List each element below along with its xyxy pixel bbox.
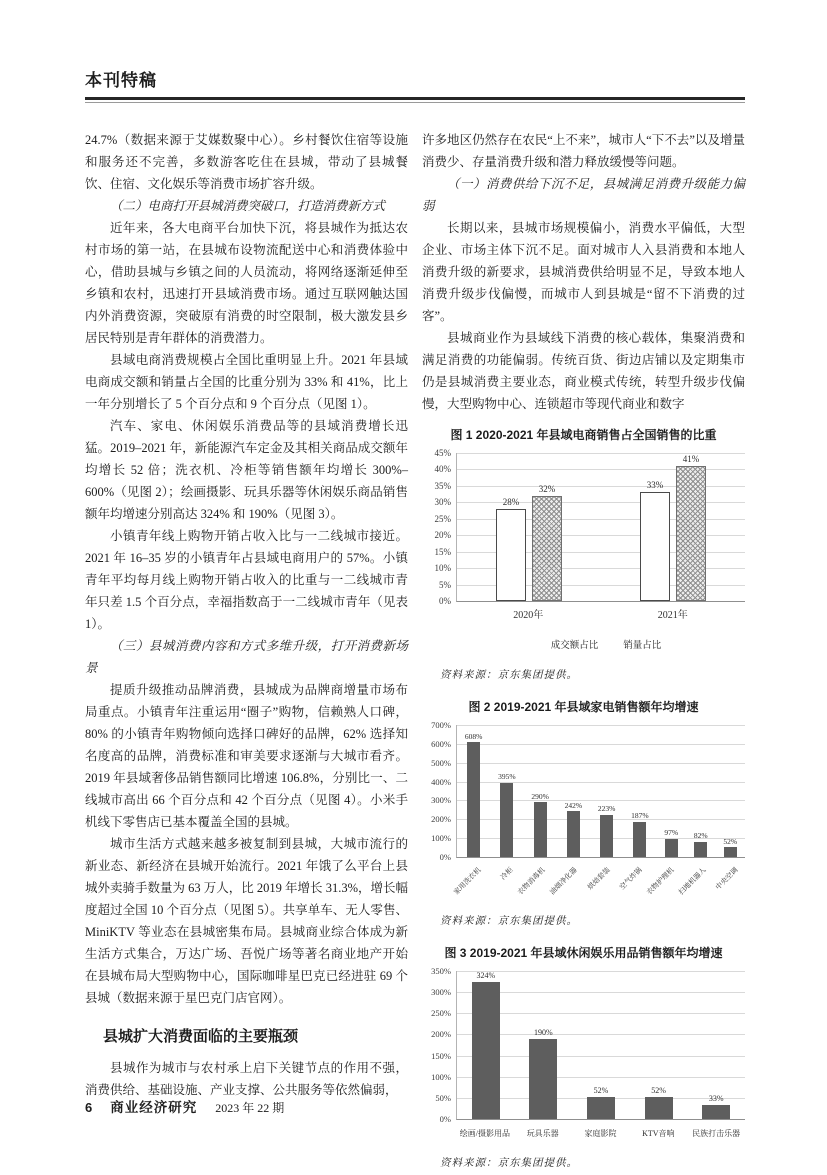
two-column-layout [85, 129, 745, 1175]
bar [645, 1097, 673, 1119]
issue-label: 2023 年 22 期 [215, 1101, 285, 1115]
bar-column [694, 725, 708, 857]
x-axis-label: 家用洗衣机 [452, 865, 483, 897]
paragraph: 提质升级推动品牌消费，县城成为品牌商增量市场布局重点。小镇青年注重运用“圈子”购物，信赖熟人口碑，80% 的小镇青年购物倾向选择口碑好的品牌，62% 选择知名度高的品牌，消费标准和审美要求逐渐与大城市看齐。2019 年县域奢侈品销售额同比增速 106.8%，分别比一、二线城市高出 66 个百分点和 42 个百分点（见图 4）。小米手机线下零售店已基本覆盖全国的县城。 [85, 683, 408, 829]
bar [600, 815, 613, 857]
y-tick-label: 300% [431, 987, 451, 998]
paragraph: 24.7%（数据来源于艾媒数聚中心）。乡村餐饮住宿等设施和服务还不完善，多数游客吃住在县城，带动了县城餐饮、住宿、文化娱乐等消费市场扩容升级。 [85, 133, 408, 191]
bar-column [645, 971, 673, 1119]
x-axis-label: 衣物消毒机 [516, 865, 547, 897]
x-axis-label: 中央空调 [714, 865, 740, 892]
y-tick-label: 200% [431, 814, 451, 825]
subheading: （二）电商打开县城消费突破口，打造消费新方式 [110, 199, 386, 213]
bar-column [472, 971, 500, 1119]
y-tick-label: 0% [439, 596, 451, 606]
y-tick-label: 50% [435, 1092, 451, 1103]
y-tick-label: 40% [434, 464, 451, 475]
paragraph: 县域电商消费规模占全国比重明显上升。2021 年县域电商成交额和销量占全国的比重分别为 33% 和 41%，比上一年分别增长了 5 个百分点和 9 个百分点（见图 1）。 [85, 353, 408, 411]
x-axis-label: 冷柜 [499, 865, 515, 882]
paragraph: 许多地区仍然存在农民“上不来”，城市人“下不去”以及增量消费少、存量消费升级和潜力释放缓慢等问题。 [422, 133, 745, 169]
bar-value-label: 190% [534, 1027, 553, 1037]
section-heading: 县城扩大消费面临的主要瓶颈 [103, 1028, 299, 1045]
plot-column [456, 971, 745, 1145]
x-axis-label: 民族打击乐器 [692, 1129, 741, 1138]
bar-value-label: 608% [464, 731, 483, 741]
bar [567, 811, 580, 857]
figure-2-chart [422, 720, 745, 903]
bar-value-label: 32% [538, 483, 556, 494]
bar-group [640, 453, 706, 601]
plot-column [456, 453, 745, 657]
bar-column [498, 725, 516, 857]
y-tick-label: 0% [439, 852, 451, 862]
bar-column [529, 971, 557, 1119]
y-tick-label: 35% [434, 480, 451, 491]
paragraph: 汽车、家电、休闲娱乐消费品等的县域消费增长迅猛。2019–2021 年，新能源汽车定金及其相关商品成交额年均增长 52 倍；洗衣机、冷柜等销售额年均增长 300%–600%（见图 2）；绘画摄影、玩具乐器等休闲娱乐商品销售额年均增速分别高达 324% 和 190%（见图 3）。 [85, 419, 408, 521]
legend-swatch-outline [540, 642, 548, 650]
bar-column [496, 453, 526, 601]
x-axis-label: 烘焙套装 [585, 865, 612, 892]
subheading: （一）消费供给下沉不足，县城满足消费升级能力偏弱 [422, 177, 745, 213]
bar-column [587, 971, 615, 1119]
x-axis-label: 家庭影院 [584, 1129, 617, 1138]
bar-value-label: 33% [708, 1094, 724, 1104]
figure-1-chart [422, 448, 745, 657]
y-axis [422, 966, 456, 1124]
bar-column [598, 725, 616, 857]
page-header [85, 66, 745, 103]
x-axis-label: 玩具乐器 [526, 1129, 559, 1138]
plot-area [456, 725, 745, 858]
figure-1-title: 图 1 2020-2021 年县域电商销售占全国销售的比重 [450, 428, 717, 442]
y-tick-label: 350% [431, 966, 451, 976]
bar [724, 847, 737, 857]
y-tick-label: 700% [431, 720, 451, 730]
bar [694, 842, 707, 857]
y-tick-label: 5% [439, 579, 451, 590]
paragraph: 近年来，各大电商平台加快下沉，将县城作为抵达农村市场的第一站，在县城布设物流配送中心和消费体验中心，借助县城与乡镇之间的人员流动，将网络逐渐延伸至乡镇和农村，迅速打开县域消费市场。通过互联网触达国内外消费资源，突破原有消费的时空限制，极大激发县乡居民特别是青年群体的消费潜力。 [85, 221, 408, 345]
bar-value-label: 41% [682, 454, 700, 465]
bar [472, 982, 500, 1119]
bar-column [532, 453, 562, 601]
left-column [85, 129, 408, 1175]
x-axis [456, 605, 745, 627]
bars [457, 725, 745, 857]
figure-2-title: 图 2 2019-2021 年县域家电销售额年均增速 [468, 700, 699, 714]
figure-3-title: 图 3 2019-2021 年县域休闲娱乐用品销售额年均增速 [444, 946, 723, 960]
y-tick-label: 45% [434, 448, 451, 458]
y-tick-label: 15% [434, 546, 451, 557]
y-tick-label: 200% [431, 1029, 451, 1040]
x-axis-label: KTV音响 [642, 1129, 675, 1138]
y-tick-label: 300% [431, 795, 451, 806]
header-rule [85, 97, 745, 103]
page-number: 6 [85, 1100, 93, 1115]
y-tick-label: 150% [431, 1050, 451, 1061]
figure-1 [422, 427, 745, 687]
legend-swatch-hatch [612, 642, 620, 650]
bar [665, 839, 678, 857]
bar-value-label: 187% [631, 811, 649, 821]
bar-column [676, 453, 706, 601]
y-tick-label: 100% [431, 1071, 451, 1082]
plot-area [456, 453, 745, 602]
legend-item [612, 635, 661, 657]
x-axis-label: 扫地机器人 [677, 865, 708, 897]
page-footer [85, 1096, 284, 1116]
y-axis [422, 720, 456, 862]
bar-group [496, 453, 562, 601]
plot-column [452, 725, 745, 903]
bar-value-label: 52% [651, 1086, 666, 1096]
x-axis-label: 衣物护理机 [644, 865, 676, 897]
bar-column [640, 453, 670, 601]
x-axis-label: 油烟净化器 [548, 865, 579, 897]
bar-value-label: 28% [502, 496, 520, 507]
paragraph: 县城作为城市与农村承上启下关键节点的作用不强，消费供给、基础设施、产业支撑、公共服务等依然偏弱， [85, 1061, 408, 1097]
bar [640, 492, 670, 601]
y-tick-label: 0% [439, 1114, 451, 1124]
y-tick-label: 10% [434, 563, 451, 574]
x-axis-label: 2021年 [657, 610, 688, 621]
plot-area [456, 971, 745, 1120]
bar-column [631, 725, 649, 857]
legend-label: 成交额占比 [550, 641, 599, 651]
figure-2 [422, 699, 745, 933]
paragraph: 城市生活方式越来越多被复制到县城，大城市流行的新业态、新经济在县城开始流行。2021 年饿了么平台上县城外卖骑手数量为 63 万人，比 2019 年增长 31.3%，增长幅度超过全国 10 个百分点（见图 5）。共享单车、无人零售、MiniKTV 等业态在县城密集布局。县城商业综合体成为新生活方式集合，万达广场、吾悦广场等著名商业地产开始在县城布局大型购物中心，国际咖啡星巴克已经进驻 69 个县城（数据来源于星巴克门店官网）。 [85, 837, 408, 1005]
bar-value-label: 97% [664, 828, 679, 838]
bar-column [664, 725, 678, 857]
bar-column [531, 725, 549, 857]
subheading: （三）县城消费内容和方式多维升级，打开消费新场景 [85, 639, 408, 675]
y-tick-label: 25% [434, 513, 451, 524]
bar [676, 466, 706, 601]
bar-value-label: 223% [597, 804, 616, 814]
figure-1-source: 资料来源：京东集团提供。 [440, 670, 578, 681]
bar-value-label: 242% [564, 800, 583, 810]
bar-value-label: 52% [593, 1086, 609, 1096]
bar [702, 1105, 730, 1119]
bar [532, 496, 562, 601]
figure-3-chart [422, 966, 745, 1145]
y-axis [422, 448, 456, 606]
bar-value-label: 395% [498, 772, 516, 782]
bar-value-label: 33% [646, 480, 664, 491]
x-axis [456, 1123, 745, 1145]
bar-column [465, 725, 483, 857]
figure-3 [422, 945, 745, 1175]
bar [467, 742, 480, 857]
x-axis-label: 2020年 [513, 610, 544, 621]
paragraph: 县城商业作为县域线下消费的核心载体，集聚消费和满足消费的功能偏弱。传统百货、街边店铺以及定期集市仍是县城消费主要业态，商业模式传统，转型升级步伐偏慢，大型购物中心、连锁超市等现代商业和数字 [422, 331, 745, 411]
figure-3-source: 资料来源：京东集团提供。 [440, 1158, 578, 1169]
y-tick-label: 500% [431, 757, 451, 768]
y-tick-label: 400% [431, 776, 451, 787]
bar-value-label: 82% [693, 831, 708, 841]
bar-column [702, 971, 730, 1119]
x-axis-label: 绘画/摄影用品 [459, 1129, 511, 1138]
y-tick-label: 100% [431, 833, 451, 844]
x-axis-label: 空气炸锅 [617, 865, 644, 892]
legend-item [540, 635, 599, 657]
y-tick-label: 600% [431, 738, 451, 749]
y-tick-label: 30% [434, 497, 451, 508]
bars [457, 453, 745, 601]
bar [587, 1097, 615, 1119]
right-column [422, 129, 745, 1175]
legend-label: 销量占比 [623, 641, 662, 651]
bar [500, 783, 513, 857]
journal-name: 商业经济研究 [110, 1100, 198, 1115]
section-masthead-title: 本刊特稿 [85, 71, 157, 90]
paragraph: 小镇青年线上购物开销占收入比与一二线城市接近。2021 年 16–35 岁的小镇青年占县域电商用户的 57%。小镇青年平均每月线上购物开销占收入的比重与一二线城市青年只差 1.5 个百分点，幸福指数高于一二线城市青年（见表 1）。 [85, 529, 408, 631]
bar [633, 822, 646, 857]
bar-column [723, 725, 737, 857]
y-tick-label: 20% [434, 530, 451, 541]
bar [529, 1039, 557, 1119]
paragraph: 长期以来，县城市场规模偏小，消费水平偏低，大型企业、市场主体下沉不足。面对城市人入县消费和本地人消费升级的新要求，县城消费供给明显不足，导致本地人消费升级步伐偏慢，而城市人到县城是“留不下消费的过客”。 [422, 221, 745, 323]
bar-value-label: 290% [531, 791, 549, 801]
x-axis [452, 859, 745, 903]
page-content [85, 66, 745, 1175]
bar-value-label: 324% [476, 971, 496, 980]
y-tick-label: 250% [431, 1008, 451, 1019]
figure-2-source: 资料来源：京东集团提供。 [440, 916, 578, 927]
bar [534, 802, 547, 857]
bar-column [565, 725, 583, 857]
bar [496, 509, 526, 601]
bars [457, 971, 745, 1119]
bar-value-label: 52% [723, 836, 738, 846]
chart-legend [456, 635, 745, 657]
